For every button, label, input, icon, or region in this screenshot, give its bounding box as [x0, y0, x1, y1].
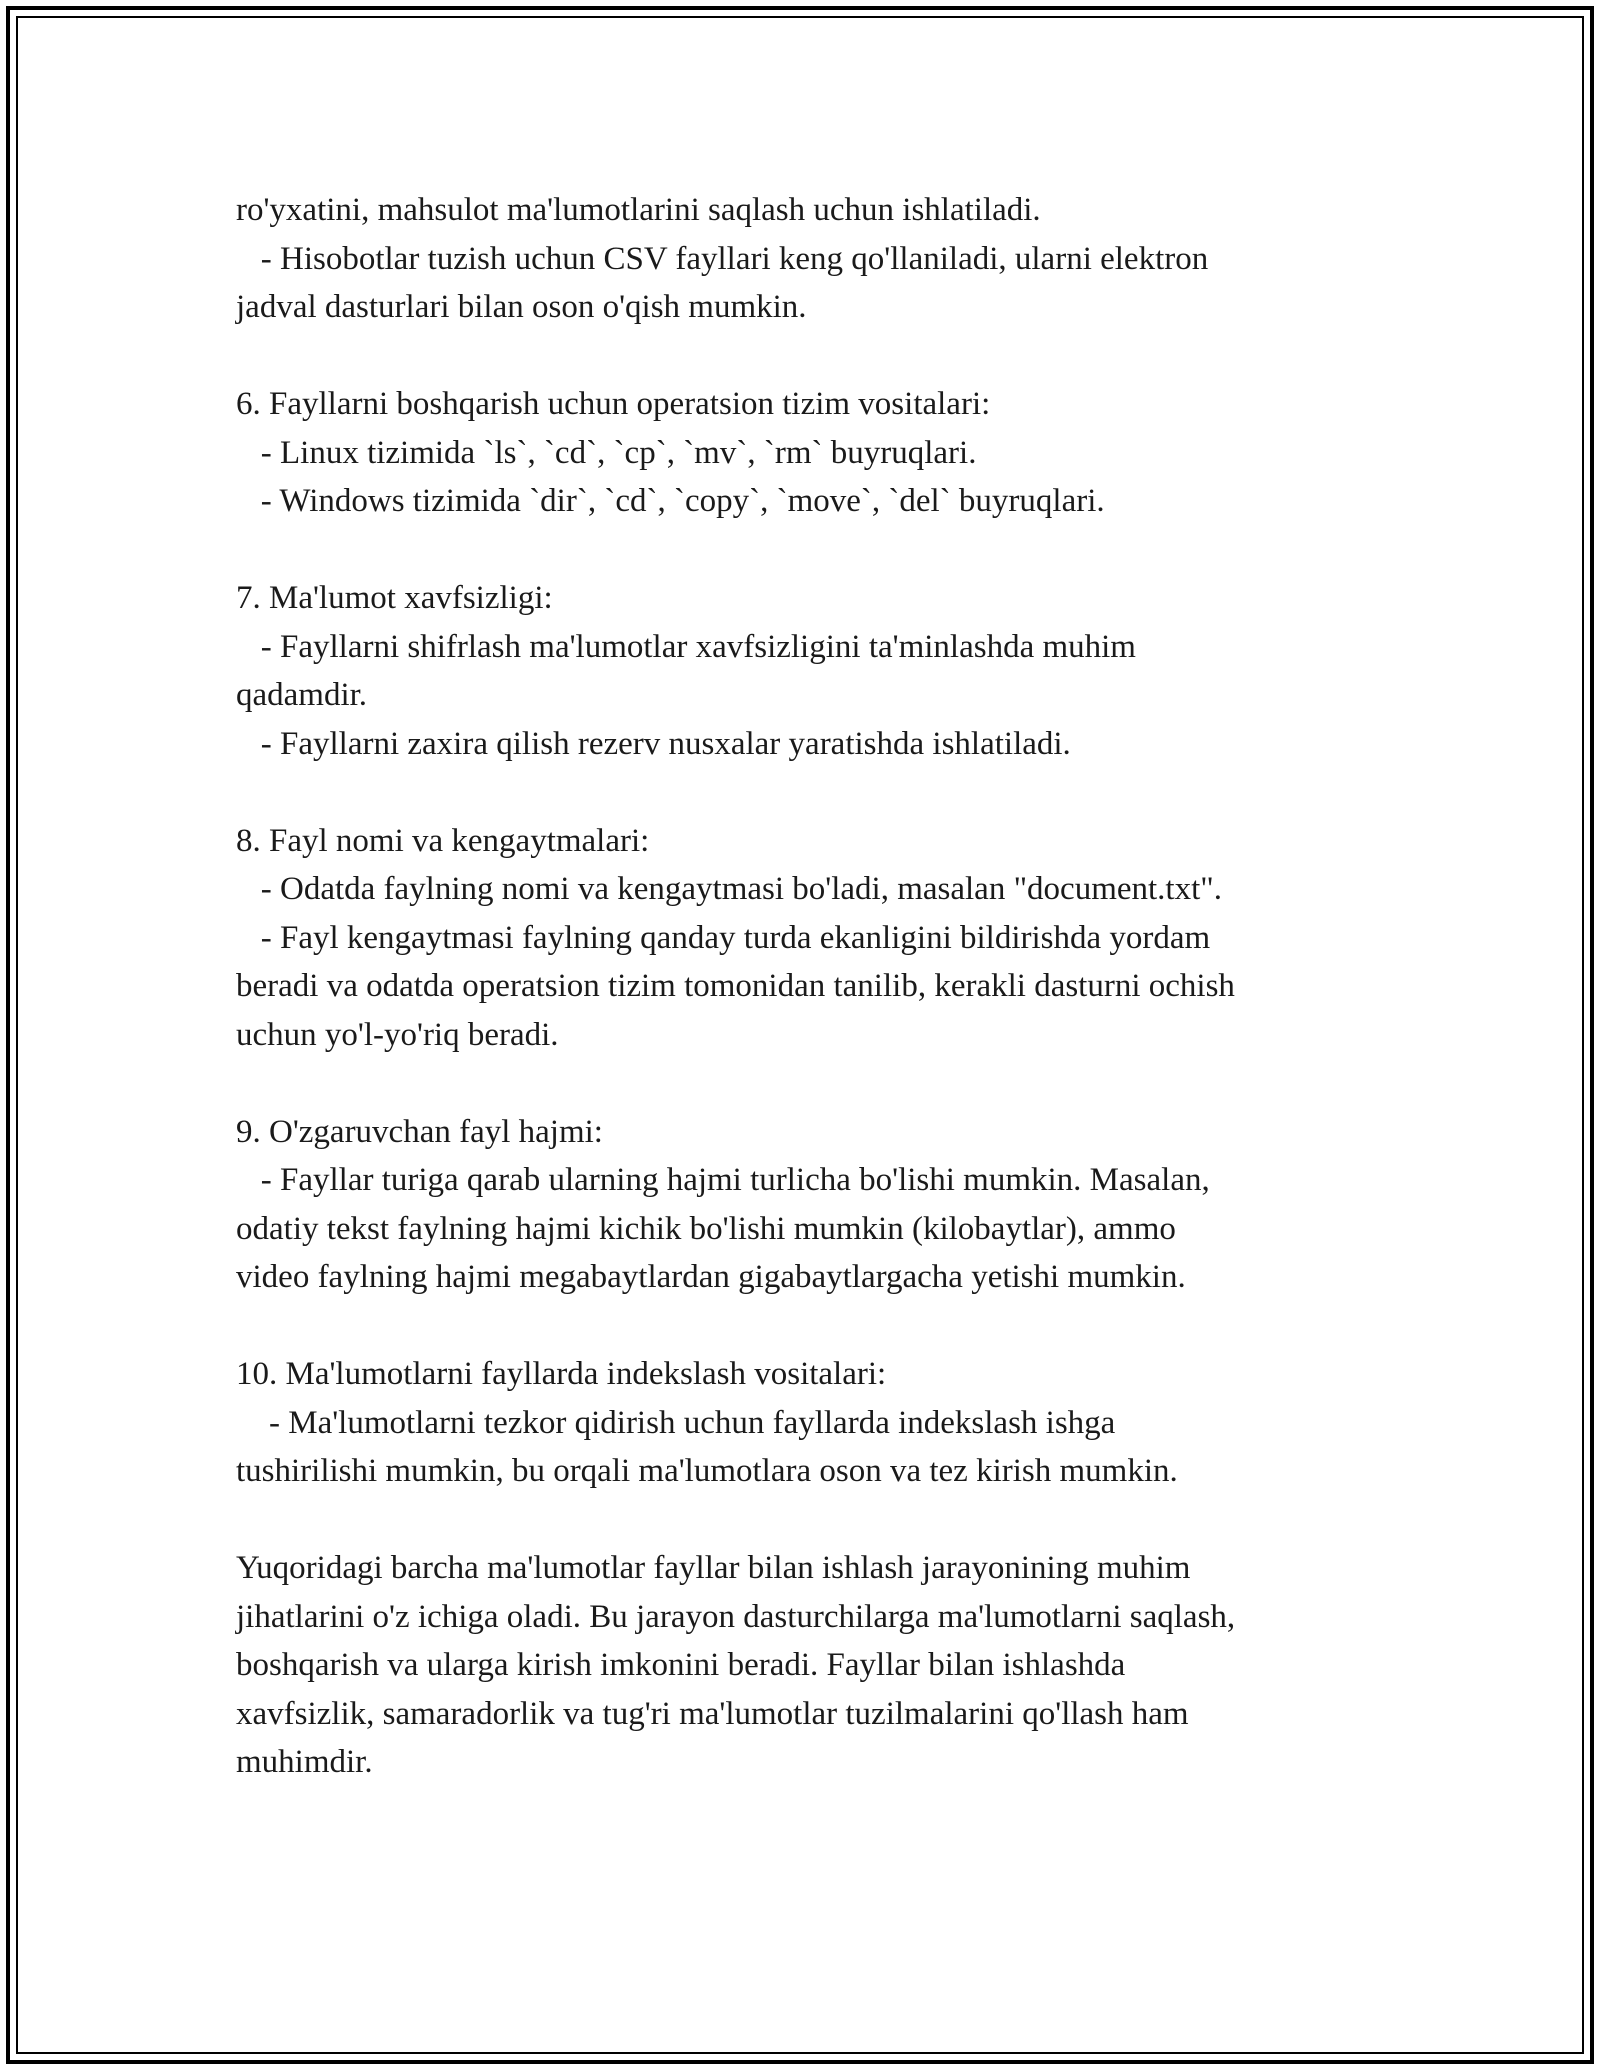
- text-line: Yuqoridagi barcha ma'lumotlar fayllar bilan ishlash jarayonining muhim: [236, 1550, 1191, 1586]
- text-line: - Linux tizimida `ls`, `cd`, `cp`, `mv`, `rm` buyruqlari.: [236, 434, 977, 471]
- paragraph-section: [236, 1108, 1366, 1302]
- document-body: [236, 186, 1366, 1787]
- text-line: boshqarish va ularga kirish imkonini beradi. Fayllar bilan ishlashda: [236, 1647, 1126, 1683]
- paragraph-gap: [236, 526, 1366, 575]
- paragraph-gap: [236, 768, 1366, 817]
- paragraph-section: [236, 1350, 1366, 1496]
- text-line: beradi va odatda operatsion tizim tomonidan tanilib, kerakli dasturni ochish: [236, 968, 1235, 1004]
- text-line: qadamdir.: [236, 677, 368, 713]
- text-line: tushirilishi mumkin, bu orqali ma'lumotlara oson va tez kirish mumkin.: [236, 1453, 1178, 1489]
- text-line: odatiy tekst faylning hajmi kichik bo'lishi mumkin (kilobaytlar), ammo: [236, 1210, 1176, 1247]
- text-line: - Fayllarni zaxira qilish rezerv nusxalar yaratishda ishlatiladi.: [236, 725, 1071, 762]
- paragraph-gap: [236, 1496, 1366, 1545]
- paragraph-section: [236, 1544, 1366, 1787]
- text-line: video faylning hajmi megabaytlardan gigabaytlargacha yetishi mumkin.: [236, 1259, 1186, 1295]
- paragraph-section: [236, 186, 1366, 332]
- text-line: ro'yxatini, mahsulot ma'lumotlarini saqlash uchun ishlatiladi.: [236, 192, 1041, 228]
- paragraph-gap: [236, 1059, 1366, 1108]
- text-line: - Fayllarni shifrlash ma'lumotlar xavfsizligini ta'minlashda muhim: [236, 628, 1136, 665]
- text-line: xavfsizlik, samaradorlik va tug'ri ma'lumotlar tuzilmalarini qo'llash ham: [236, 1695, 1189, 1732]
- text-line: muhimdir.: [236, 1744, 373, 1780]
- text-line: - Fayl kengaytmasi faylning qanday turda ekanligini bildirishda yordam: [236, 919, 1211, 956]
- text-line: 9. O'zgaruvchan fayl hajmi:: [236, 1113, 603, 1150]
- paragraph-gap: [236, 332, 1366, 381]
- text-line: jihatlarini o'z ichiga oladi. Bu jarayon dasturchilarga ma'lumotlarni saqlash,: [236, 1598, 1236, 1635]
- text-line: - Windows tizimida `dir`, `cd`, `copy`, `move`, `del` buyruqlari.: [236, 483, 1105, 519]
- text-line: - Fayllar turiga qarab ularning hajmi turlicha bo'lishi mumkin. Masalan,: [236, 1162, 1210, 1198]
- paragraph-section: [236, 817, 1366, 1060]
- text-line: uchun yo'l-yo'riq beradi.: [236, 1016, 559, 1053]
- paragraph-section: [236, 380, 1366, 526]
- paragraph-section: [236, 574, 1366, 768]
- text-line: 10. Ma'lumotlarni fayllarda indekslash vositalari:: [236, 1356, 887, 1392]
- text-line: 8. Fayl nomi va kengaytmalari:: [236, 822, 650, 859]
- text-line: 7. Ma'lumot xavfsizligi:: [236, 580, 553, 616]
- text-line: jadval dasturlari bilan oson o'qish mumkin.: [236, 289, 807, 325]
- paragraph-gap: [236, 1302, 1366, 1351]
- text-line: - Hisobotlar tuzish uchun CSV fayllari keng qo'llaniladi, ularni elektron: [236, 240, 1209, 277]
- text-line: - Odatda faylning nomi va kengaytmasi bo'ladi, masalan "document.txt".: [236, 871, 1222, 907]
- text-line: - Ma'lumotlarni tezkor qidirish uchun fayllarda indekslash ishga: [236, 1404, 1116, 1441]
- text-line: 6. Fayllarni boshqarish uchun operatsion tizim vositalari:: [236, 386, 991, 422]
